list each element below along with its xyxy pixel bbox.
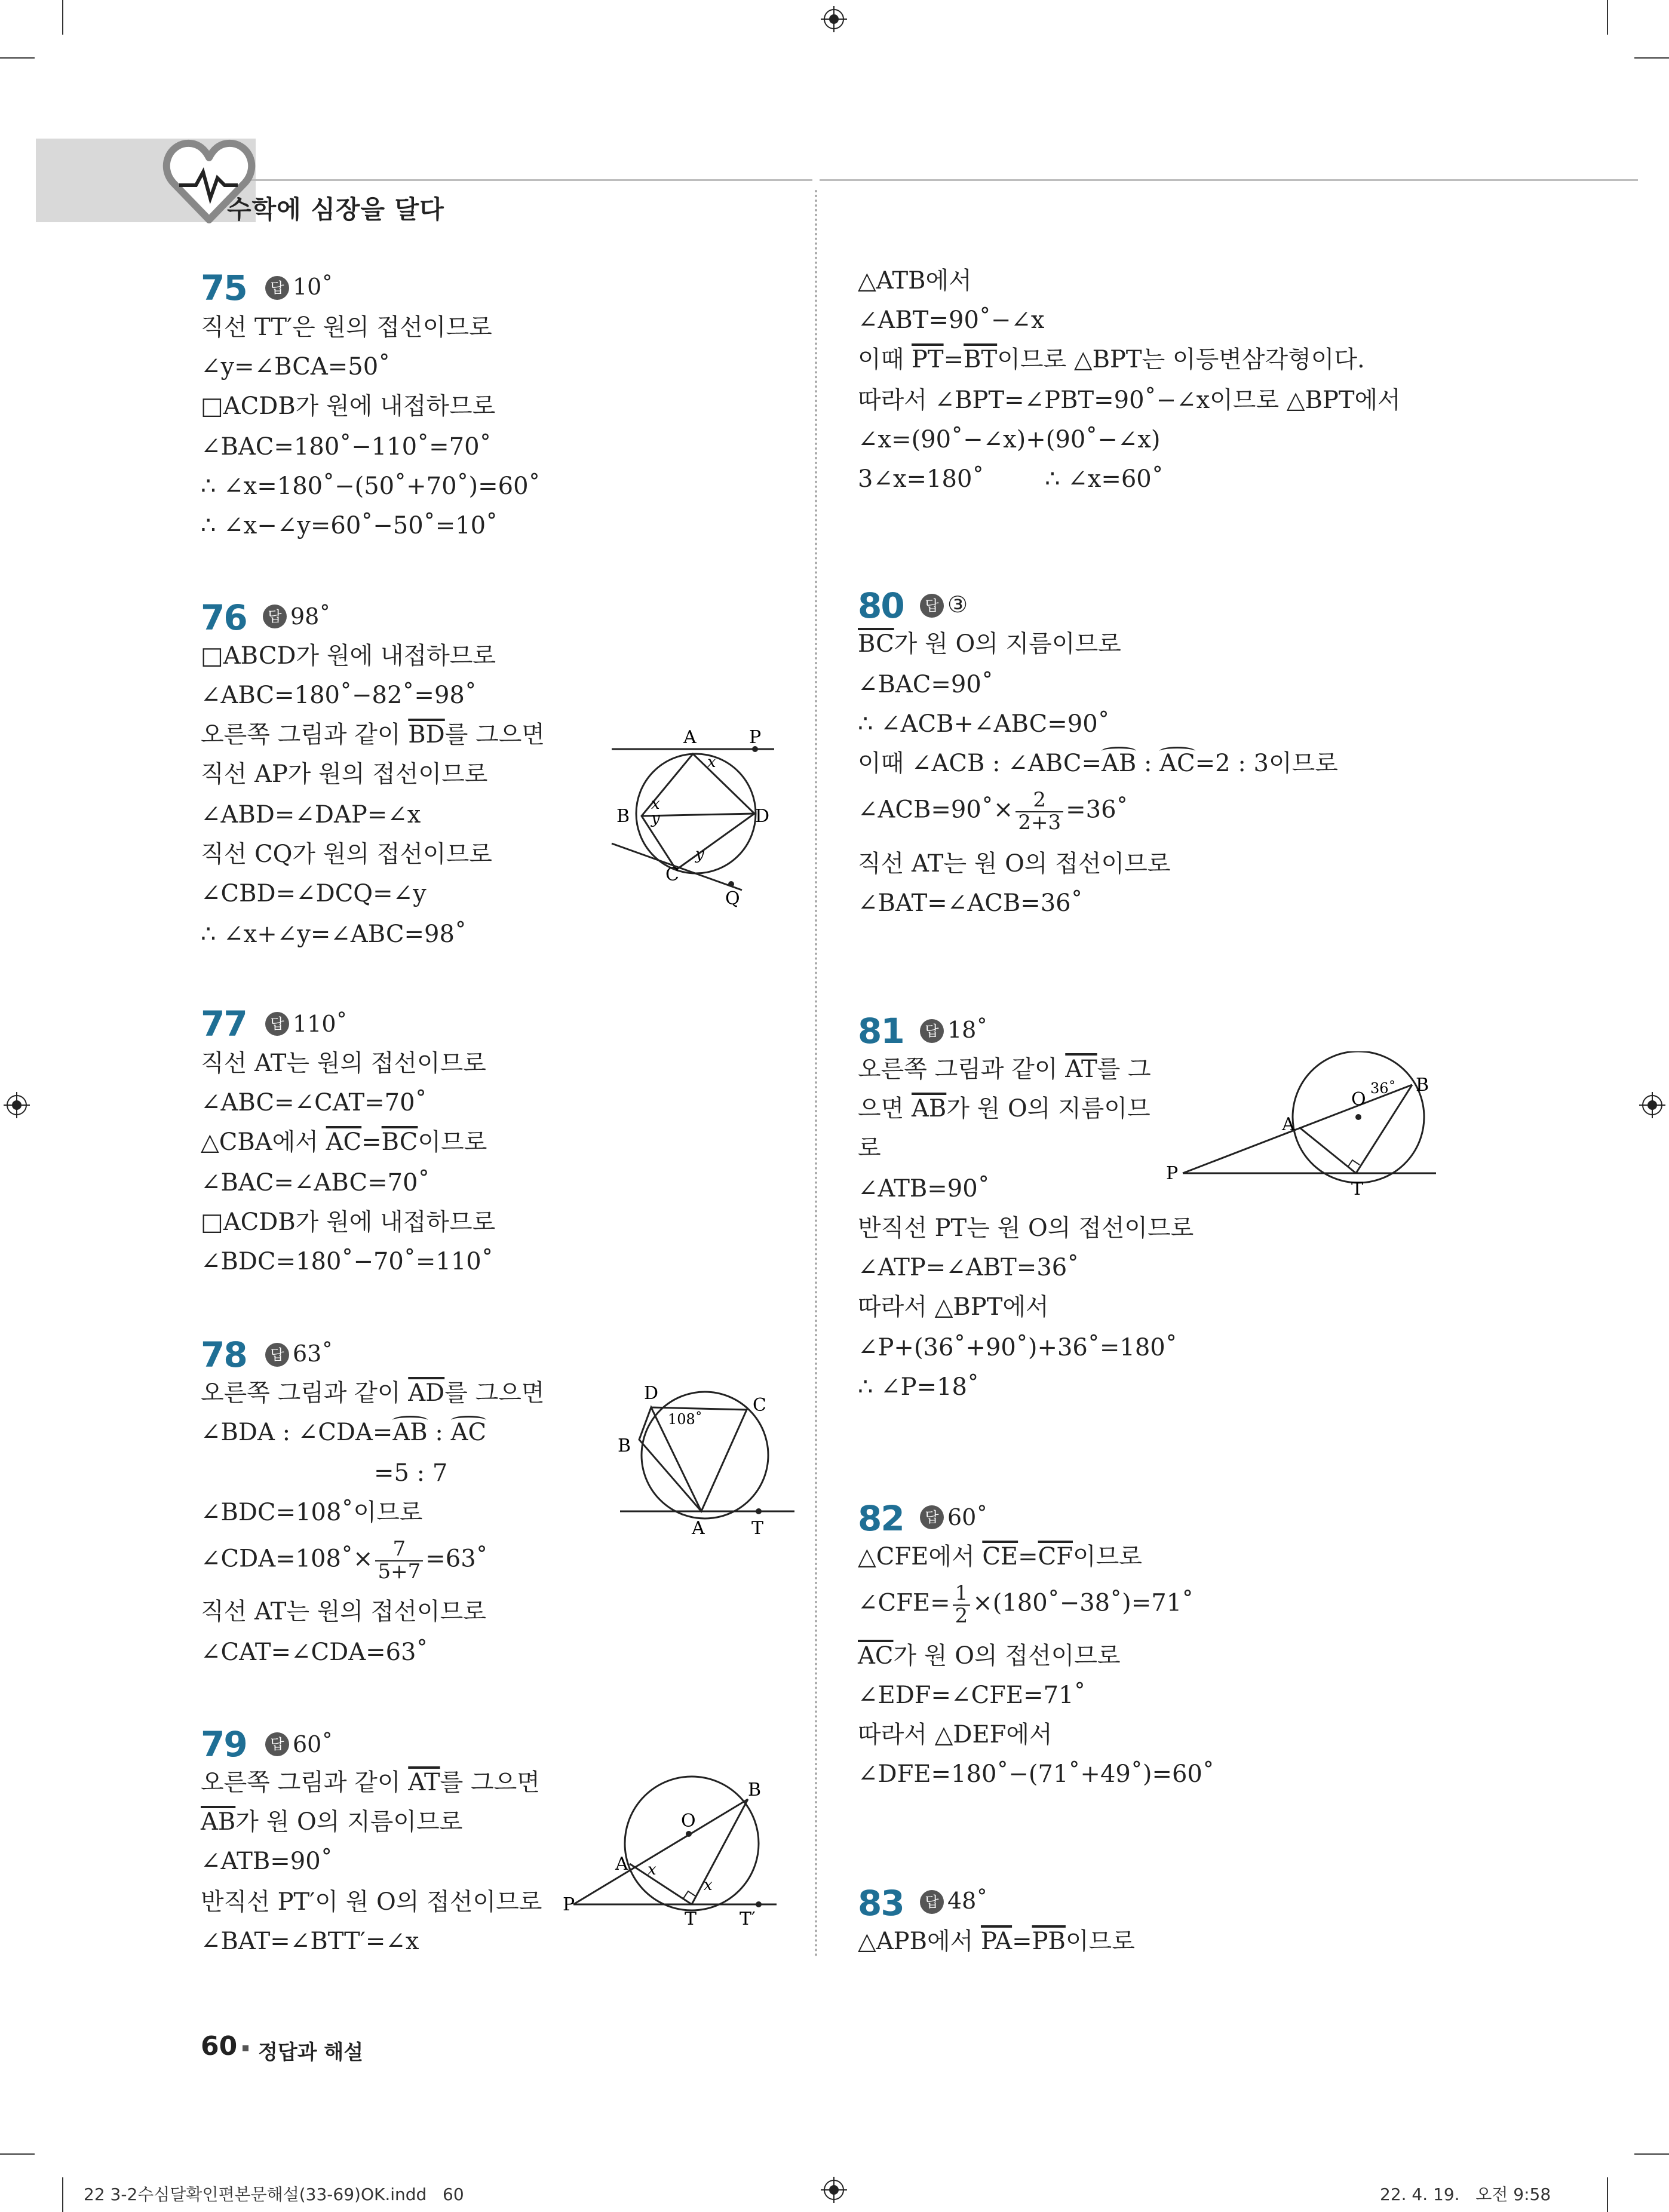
solution-line: 직선 AP가 원의 접선이므로 xyxy=(201,760,488,788)
figure-81 xyxy=(1165,1051,1440,1207)
registration-mark-icon xyxy=(1639,1092,1665,1118)
solution-line: □ACDB가 원에 내접하므로 xyxy=(201,1208,496,1236)
answer-value: 60˚ xyxy=(293,1731,333,1757)
registration-mark-icon xyxy=(821,2177,847,2203)
solution-line: ∠CFE= $\frac{1}{2}$ ×(180˚−38˚)=71˚ xyxy=(858,1581,1194,1628)
solution-line: ∠BAC=90˚ xyxy=(858,671,993,698)
problem-number: 77 xyxy=(201,1004,247,1044)
solution-line: 직선 AT는 원 O의 접선이므로 xyxy=(858,850,1171,878)
label-angle: 36˚ xyxy=(1370,1080,1396,1097)
label-angle: 108˚ xyxy=(668,1411,702,1428)
problem-number: 82 xyxy=(858,1498,904,1539)
header-rule xyxy=(251,179,812,181)
solution-line: △ATB에서 xyxy=(858,267,972,294)
solution-line: ∴ ∠x−∠y=60˚−50˚=10˚ xyxy=(201,512,498,539)
answer-badge: 답 xyxy=(263,605,287,628)
label-x: x xyxy=(704,1876,713,1894)
problem-number: 78 xyxy=(201,1334,247,1375)
solution-line: 따라서 ∠BPT=∠PBT=90˚−∠x이므로 △BPT에서 xyxy=(858,386,1401,414)
figure-76 xyxy=(603,717,800,908)
label-D: D xyxy=(755,806,770,827)
solution-line: 직선 TT′은 원의 접선이므로 xyxy=(201,314,492,341)
label-T: T xyxy=(685,1909,697,1929)
solution-line: ∠ABC=∠CAT=70˚ xyxy=(201,1089,427,1116)
solution-line: □ACDB가 원에 내접하므로 xyxy=(201,392,496,420)
solution-line: ∴ ∠x+∠y=∠ABC=98˚ xyxy=(201,921,467,948)
solution-line: $\overline{BC}$가 원 O의 지름이므로 xyxy=(858,630,1121,658)
header-rule xyxy=(820,179,1638,181)
print-slug-date: 22. 4. 19. 오전 9:58 xyxy=(1380,2185,1551,2204)
solution-line: ∴ ∠x=180˚−(50˚+70˚)=60˚ xyxy=(201,473,541,500)
solution-line: $\overline{AC}$가 원 O의 접선이므로 xyxy=(858,1642,1121,1670)
label-B: B xyxy=(748,1780,762,1800)
crop-mark xyxy=(62,0,63,35)
solution-line: 반직선 PT는 원 O의 접선이므로 xyxy=(858,1214,1194,1242)
answer-badge: 답 xyxy=(920,1890,944,1914)
solution-line: 따라서 △DEF에서 xyxy=(858,1721,1053,1748)
label-D: D xyxy=(644,1383,659,1404)
solution-line: ∠BDC=180˚−70˚=110˚ xyxy=(201,1248,493,1275)
figure-78 xyxy=(615,1374,800,1541)
label-x: x xyxy=(707,753,716,771)
crop-mark xyxy=(1607,0,1608,35)
solution-line: 직선 CQ가 원의 접선이므로 xyxy=(201,840,492,868)
solution-line: ∴ ∠ACB+∠ABC=90˚ xyxy=(858,710,1110,738)
problem-number: 75 xyxy=(201,268,247,308)
solution-line: ∠ABD=∠DAP=∠x xyxy=(201,801,421,829)
solution-line: 오른쪽 그림과 같이 $\overline{BD}$를 그으면 xyxy=(201,721,545,748)
label-P: P xyxy=(563,1894,575,1915)
solution-line: 오른쪽 그림과 같이 $\overline{AT}$를 그으면 xyxy=(201,1769,540,1796)
solution-line: ∠ATB=90˚ xyxy=(201,1848,333,1875)
solution-line: ∠y=∠BCA=50˚ xyxy=(201,353,391,381)
solution-line: 3∠x=180˚ ∴ ∠x=60˚ xyxy=(858,465,1164,493)
answer-value: 63˚ xyxy=(293,1340,333,1367)
solution-line: ∠CDA=108˚× $\frac{7}{5+7}$ =63˚ xyxy=(201,1537,488,1584)
label-P: P xyxy=(749,727,762,748)
answer-value: ③ xyxy=(947,591,968,618)
crop-mark xyxy=(0,57,35,59)
solution-line: □ABCD가 원에 내접하므로 xyxy=(201,642,496,670)
answer-value: 60˚ xyxy=(947,1504,988,1530)
crop-mark xyxy=(62,2177,63,2212)
solution-line: ∠CBD=∠DCQ=∠y xyxy=(201,880,427,907)
solution-line: △CFE에서 $\overline{CE}=\overline{CF}$이므로 xyxy=(858,1543,1142,1570)
answer-badge: 답 xyxy=(265,276,289,300)
crop-mark xyxy=(0,2153,35,2155)
label-T: T xyxy=(1351,1179,1364,1199)
answer-badge: 답 xyxy=(265,1343,289,1367)
crop-mark xyxy=(1634,2153,1669,2155)
label-T: T xyxy=(751,1518,764,1539)
label-x: x xyxy=(648,1861,656,1879)
label-T-prime: T′ xyxy=(740,1909,756,1929)
solution-line: ∠P+(36˚+90˚)+36˚=180˚ xyxy=(858,1334,1177,1361)
footer-label: 정답과 해설 xyxy=(258,2041,364,2064)
solution-line: 로 xyxy=(858,1134,881,1162)
solution-line: ∠BAC=180˚−110˚=70˚ xyxy=(201,433,492,461)
registration-mark-icon xyxy=(4,1092,30,1118)
label-Q: Q xyxy=(725,888,740,908)
page-number: 60 xyxy=(201,2031,238,2061)
solution-line: 반직선 PT′이 원 O의 접선이므로 xyxy=(201,1888,542,1916)
solution-line: 오른쪽 그림과 같이 $\overline{AD}$를 그으면 xyxy=(201,1379,545,1407)
label-A: A xyxy=(615,1854,628,1874)
solution-line: 이때 $\overline{PT}=\overline{BT}$이므로 △BPT는 이등변삼각형이다. xyxy=(858,346,1365,373)
label-x: x xyxy=(651,795,660,813)
label-P: P xyxy=(1166,1163,1179,1184)
registration-mark-icon xyxy=(821,6,847,32)
answer-value: 18˚ xyxy=(947,1017,988,1043)
solution-line: ∠EDF=∠CFE=71˚ xyxy=(858,1682,1086,1709)
label-C: C xyxy=(665,864,679,885)
solution-line: =5 : 7 xyxy=(374,1459,448,1487)
label-A: A xyxy=(692,1518,705,1539)
answer-badge: 답 xyxy=(920,1505,944,1529)
solution-line: 으면 $\overline{AB}$가 원 O의 지름이므 xyxy=(858,1095,1150,1122)
solution-line: △APB에서 $\overline{PA}=\overline{PB}$이므로 xyxy=(858,1928,1135,1955)
column-divider xyxy=(815,190,817,1958)
solution-line: ∠BDC=108˚이므로 xyxy=(201,1499,423,1526)
answer-badge: 답 xyxy=(920,594,944,618)
label-B: B xyxy=(1416,1075,1429,1096)
solution-line: ∠ABC=180˚−82˚=98˚ xyxy=(201,682,477,709)
solution-line: ∠BAT=∠BTT′=∠x xyxy=(201,1928,419,1955)
solution-line: ∠BDA : ∠CDA=AB : AC xyxy=(201,1419,487,1446)
label-C: C xyxy=(753,1395,766,1416)
solution-line: 따라서 △BPT에서 xyxy=(858,1293,1049,1321)
solution-line: 직선 AT는 원의 접선이므로 xyxy=(201,1050,486,1077)
label-O: O xyxy=(681,1811,696,1831)
solution-line: ∠BAT=∠ACB=36˚ xyxy=(858,889,1083,917)
answer-value: 98˚ xyxy=(290,603,331,630)
solution-line: △CBA에서 $\overline{AC}=\overline{BC}$이므로 xyxy=(201,1128,487,1156)
answer-value: 10˚ xyxy=(293,274,333,300)
answer-badge: 답 xyxy=(265,1012,289,1036)
print-slug-file: 22 3-2수심달확인편본문해설(33-69)OK.indd 60 xyxy=(84,2185,464,2204)
figure-79 xyxy=(562,1768,800,1935)
crop-mark xyxy=(1607,2177,1608,2212)
label-y: y xyxy=(651,809,660,827)
solution-line: ∠BAC=∠ABC=70˚ xyxy=(201,1169,430,1196)
solution-line: ∴ ∠P=18˚ xyxy=(858,1373,980,1401)
label-y: y xyxy=(695,845,704,863)
label-A: A xyxy=(683,727,697,748)
solution-line: 이때 ∠ACB : ∠ABC=AB : AC=2 : 3이므로 xyxy=(858,750,1338,777)
label-B: B xyxy=(616,806,630,827)
label-O: O xyxy=(1351,1089,1366,1110)
problem-number: 83 xyxy=(858,1883,904,1923)
label-B: B xyxy=(618,1435,631,1456)
solution-line: 오른쪽 그림과 같이 $\overline{AT}$를 그 xyxy=(858,1056,1151,1083)
solution-line: ∠ATB=90˚ xyxy=(858,1175,990,1202)
solution-line: ∠ATP=∠ABT=36˚ xyxy=(858,1254,1079,1281)
solution-line: 직선 AT는 원의 접선이므로 xyxy=(201,1598,486,1625)
problem-number: 80 xyxy=(858,585,904,626)
answer-badge: 답 xyxy=(265,1732,289,1756)
answer-value: 110˚ xyxy=(293,1011,348,1037)
solution-line: ∠ACB=90˚× $\frac{2}{2+3}$ =36˚ xyxy=(858,788,1128,835)
solution-line: ∠CAT=∠CDA=63˚ xyxy=(201,1639,428,1666)
solution-line: ∠x=(90˚−∠x)+(90˚−∠x) xyxy=(858,426,1161,453)
problem-number: 81 xyxy=(858,1011,904,1051)
answer-badge: 답 xyxy=(920,1019,944,1043)
footer-bullet xyxy=(243,2045,248,2051)
solution-line: $\overline{AB}$가 원 O의 지름이므로 xyxy=(201,1808,463,1836)
problem-number: 79 xyxy=(201,1724,247,1765)
problem-number: 76 xyxy=(201,597,247,638)
label-A: A xyxy=(1282,1114,1295,1135)
solution-line: ∠DFE=180˚−(71˚+49˚)=60˚ xyxy=(858,1760,1214,1788)
solution-line: ∠ABT=90˚−∠x xyxy=(858,306,1045,334)
crop-mark xyxy=(1634,57,1669,59)
answer-value: 48˚ xyxy=(947,1888,988,1914)
brand-title: 수학에 심장을 달다 xyxy=(227,195,444,224)
